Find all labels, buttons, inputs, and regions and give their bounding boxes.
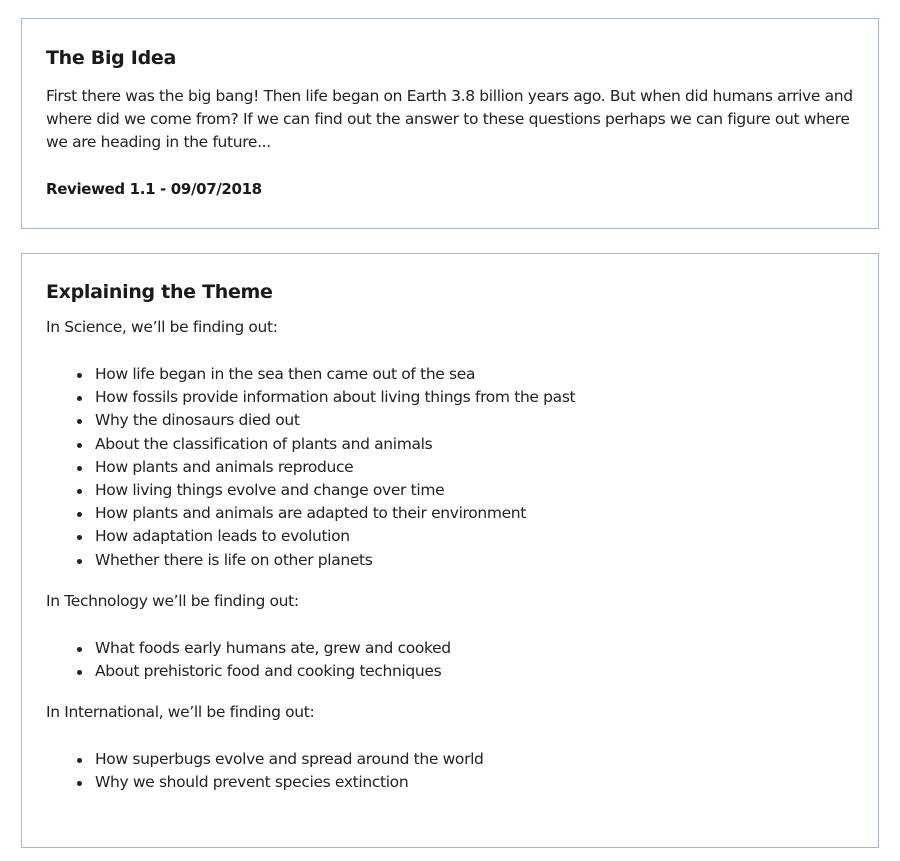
list-item-text: How plants and animals reproduce — [95, 457, 354, 476]
list-item — [95, 637, 854, 660]
list-item — [95, 433, 854, 456]
list-item-text: Why the dinosaurs died out — [95, 411, 300, 430]
list-item — [95, 456, 854, 479]
bullet-icon — [77, 559, 82, 564]
bullet-icon — [77, 443, 82, 448]
list-item-text: Whether there is life on other planets — [95, 550, 373, 569]
bullet-icon — [77, 535, 82, 540]
theme-title: Explaining the Theme — [46, 281, 273, 303]
big-idea-title: The Big Idea — [46, 47, 176, 69]
list-item — [95, 363, 854, 386]
bullet-icon — [77, 670, 82, 675]
bullet-icon — [77, 489, 82, 494]
list-item-text: What foods early humans ate, grew and cooked — [95, 638, 451, 657]
international-topic-list — [46, 748, 854, 794]
bullet-icon — [77, 396, 82, 401]
bullet-icon — [77, 758, 82, 763]
list-item-text: Why we should prevent species extinction — [95, 773, 409, 792]
list-item — [95, 409, 854, 432]
list-item — [95, 525, 854, 548]
bullet-icon — [77, 419, 82, 424]
section-intro: In International, we’ll be finding out: — [46, 703, 315, 722]
international-section — [46, 701, 854, 794]
list-item-text: How fossils provide information about living things from the past — [95, 388, 576, 407]
big-idea-card — [21, 18, 879, 229]
explaining-theme-card — [21, 253, 879, 848]
science-topic-list — [46, 363, 854, 572]
bullet-icon — [77, 373, 82, 378]
list-item — [95, 771, 854, 794]
bullet-icon — [77, 781, 82, 786]
list-item — [95, 660, 854, 683]
list-item-text: How living things evolve and change over time — [95, 481, 445, 500]
list-item — [95, 479, 854, 502]
technology-section — [46, 590, 854, 683]
technology-topic-list — [46, 637, 854, 683]
big-idea-text: First there was the big bang! Then life began on Earth 3.8 billion years ago. But when did humans arrive and where did we come from? If we can find out the answer to these questions perhaps we can figure out where we are heading in the future... — [46, 87, 853, 151]
bullet-icon — [77, 466, 82, 471]
list-item — [95, 502, 854, 525]
list-item-text: How adaptation leads to evolution — [95, 527, 350, 546]
list-item-text: How life began in the sea then came out of the sea — [95, 365, 476, 383]
bullet-icon — [77, 647, 82, 652]
list-item-text: How superbugs evolve and spread around the world — [95, 750, 484, 769]
list-item-text: About the classification of plants and animals — [95, 434, 433, 453]
list-item-text: About prehistoric food and cooking techniques — [95, 662, 442, 681]
section-intro: In Science, we’ll be finding out: — [46, 318, 278, 336]
list-item — [95, 748, 854, 771]
list-item — [95, 386, 854, 409]
bullet-icon — [77, 512, 82, 517]
list-item-text: How plants and animals are adapted to their environment — [95, 504, 526, 523]
reviewed-label: Reviewed 1.1 - 09/07/2018 — [46, 180, 262, 198]
science-section — [46, 316, 854, 572]
list-item — [95, 549, 854, 572]
section-intro: In Technology we’ll be finding out: — [46, 591, 299, 610]
